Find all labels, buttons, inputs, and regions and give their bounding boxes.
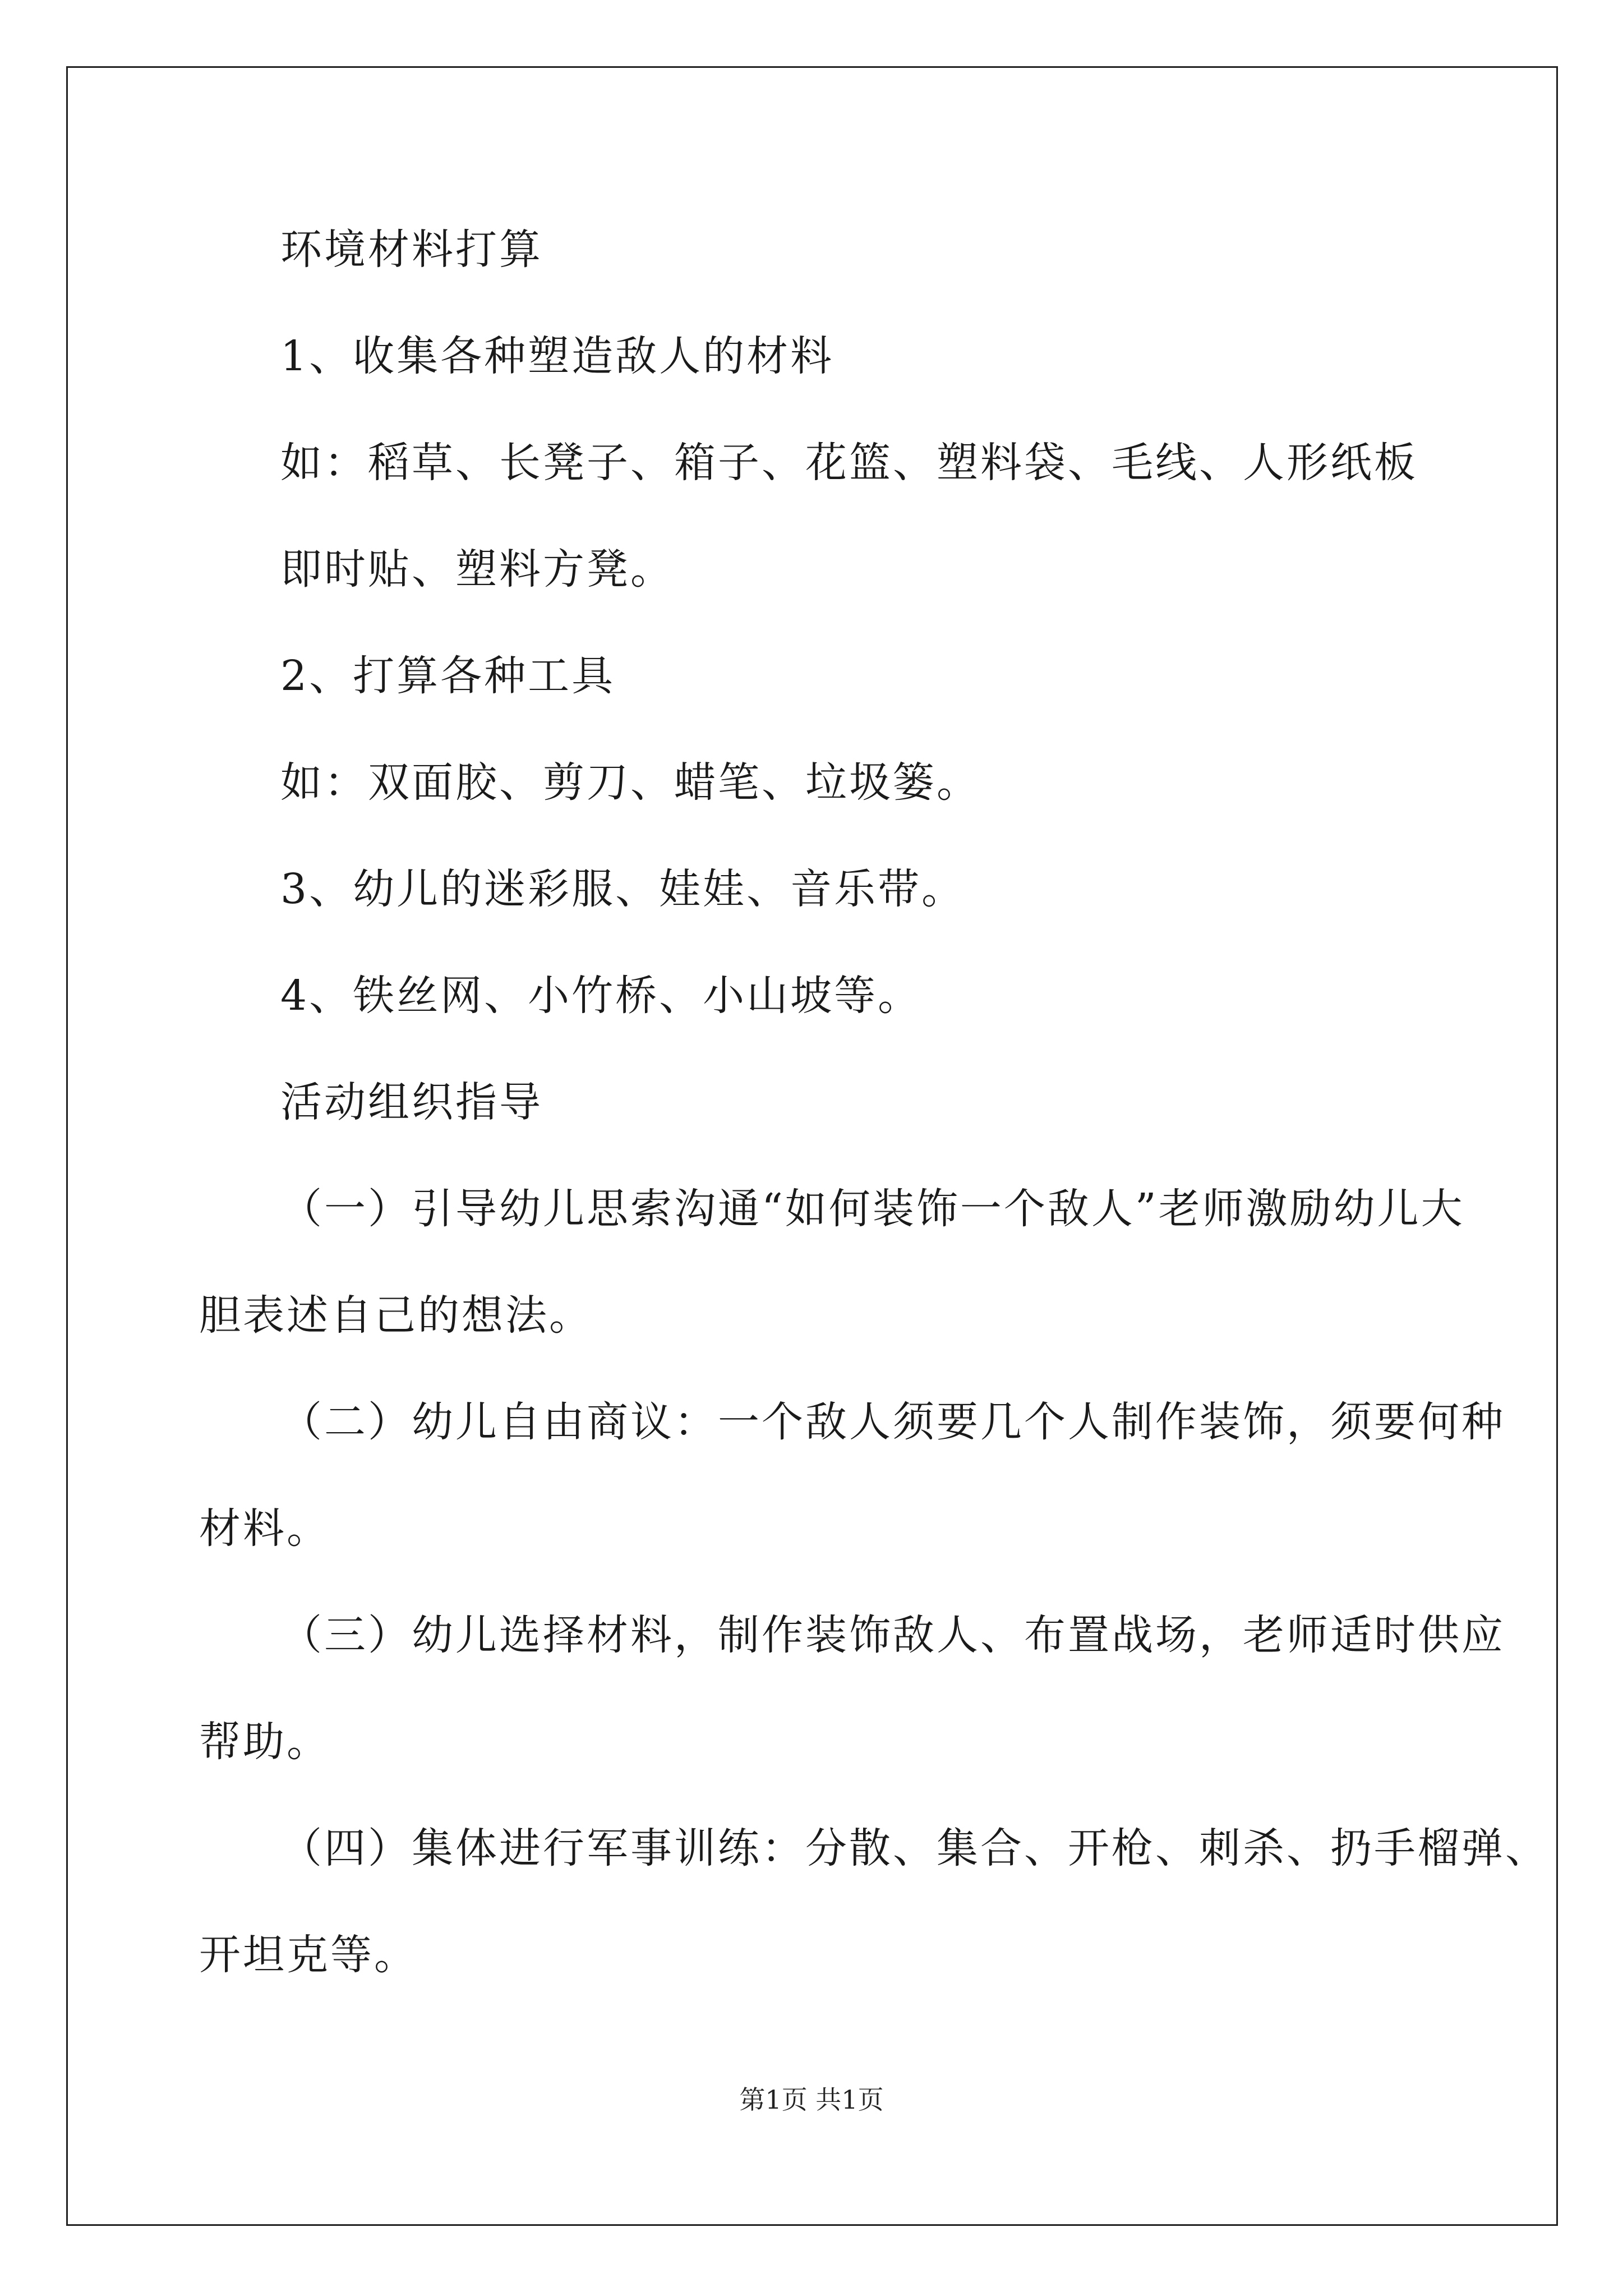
paragraph-line: （四）集体进行军事训练：分散、集合、开枪、刺杀、扔手榴弹、 (280, 1824, 1549, 1872)
paragraph-line: 如：双面胶、剪刀、蜡笔、垃圾篓。 (280, 758, 980, 807)
paragraph-line: （一）引导幼儿思索沟通“如何装饰一个敌人”老师激励幼儿大 (280, 1185, 1465, 1233)
paragraph-line: 帮助。 (199, 1718, 330, 1766)
paragraph-line: （三）幼儿选择材料，制作装饰敌人、布置战场，老师适时供应 (280, 1611, 1505, 1659)
page-number-footer: 第1页 共1页 (739, 2085, 884, 2115)
list-item-1: 1、收集各种塑造敌人的材料 (280, 332, 834, 380)
paragraph-line: （二）幼儿自由商议：一个敌人须要几个人制作装饰，须要何种 (280, 1398, 1505, 1446)
paragraph-line: 胆表述自己的想法。 (199, 1291, 593, 1340)
page-border (66, 66, 1558, 2226)
paragraph-line: 即时贴、塑料方凳。 (280, 545, 674, 593)
list-item-2: 2、打算各种工具 (280, 652, 616, 700)
list-item-3: 3、幼儿的迷彩服、娃娃、音乐带。 (280, 865, 966, 913)
paragraph-line: 材料。 (199, 1504, 330, 1553)
section-heading-guidance: 活动组织指导 (280, 1078, 543, 1126)
list-item-4: 4、铁丝网、小竹桥、小山坡等。 (280, 972, 922, 1020)
section-heading-materials: 环境材料打算 (280, 226, 543, 274)
paragraph-line: 如：稻草、长凳子、箱子、花篮、塑料袋、毛线、人形纸板 (280, 439, 1418, 487)
paragraph-line: 开坦克等。 (199, 1931, 418, 1979)
